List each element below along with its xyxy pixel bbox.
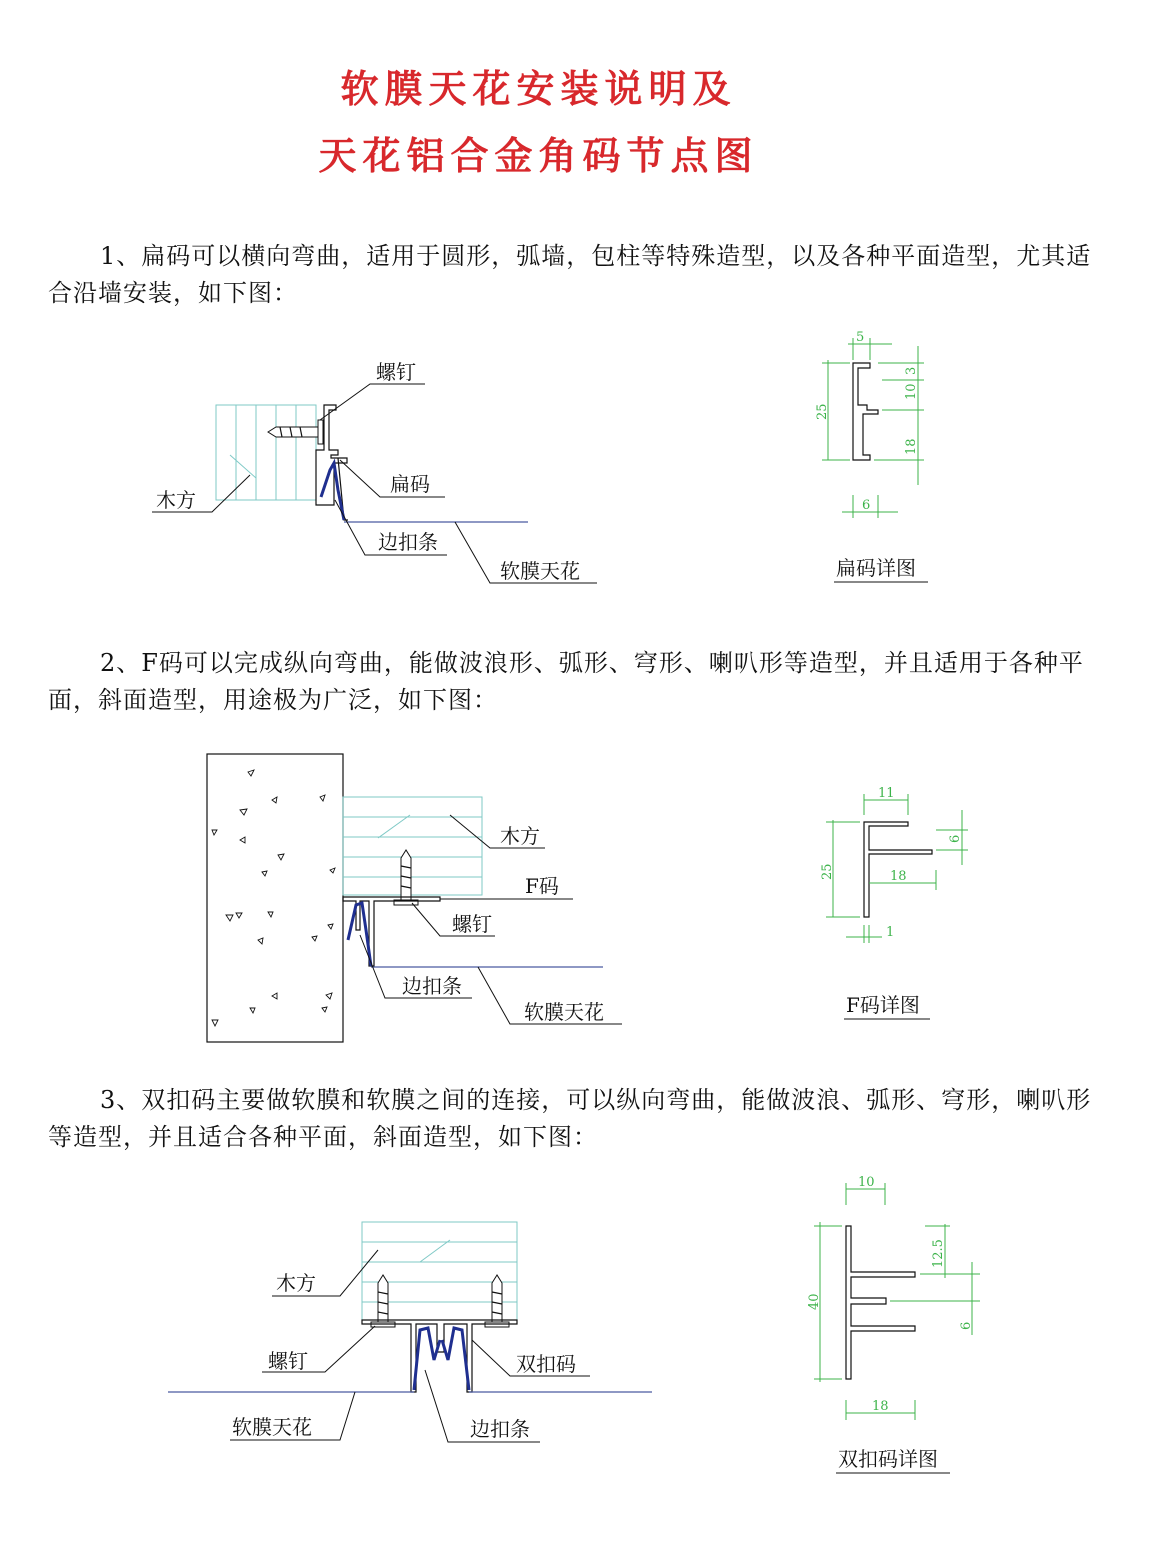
label-edge-strip: 边扣条 [470,1417,530,1441]
label-edge-strip: 边扣条 [402,974,462,998]
dim-height: 25 [815,403,830,420]
dim-11: 11 [878,786,895,801]
dim-18: 18 [904,438,919,455]
label-soft-film: 软膜天花 [524,1000,604,1024]
caption-f-code-detail: F码详图 [846,993,920,1017]
dim-bottom: 6 [862,498,871,513]
dim-3: 3 [904,366,919,375]
caption-double-code-detail: 双扣码详图 [838,1447,938,1471]
dim-10: 10 [904,383,919,400]
section2-description: 2、F码可以完成纵向弯曲，能做波浪形、弧形、穹形、喇叭形等造型，并且适用于各种平面，斜面造型，用途极为广泛，如下图： [48,649,1084,714]
caption-flat-code-detail: 扁码详图 [836,556,916,580]
label-screw: 螺钉 [376,360,416,384]
dim-18: 18 [872,1399,889,1414]
label-edge-strip: 边扣条 [378,530,438,554]
page-title-line2: 天花铝合金角码节点图 [318,133,759,178]
dim-width-top: 5 [856,330,865,345]
label-screw: 螺钉 [268,1349,308,1373]
dim-40: 40 [807,1293,822,1310]
dim-6: 6 [959,1321,974,1330]
page-title-line1: 软膜天花安装说明及 [340,66,737,111]
label-wood: 木方 [500,824,540,848]
label-wood: 木方 [276,1271,316,1295]
dim-25: 25 [820,863,835,880]
dim-6: 6 [948,834,963,843]
dim-1: 1 [886,925,895,940]
label-flat-code: 扁码 [390,472,430,496]
dim-12-5: 12.5 [931,1239,946,1268]
dim-10: 10 [858,1175,875,1190]
label-soft-film: 软膜天花 [232,1415,312,1439]
label-soft-film: 软膜天花 [500,559,580,583]
dim-18: 18 [890,869,907,884]
section3-description: 3、双扣码主要做软膜和软膜之间的连接，可以纵向弯曲，能做波浪、弧形、穹形，喇叭形等造型，并且适合各种平面，斜面造型，如下图： [48,1086,1092,1151]
section1-description: 1、扁码可以横向弯曲，适用于圆形，弧墙，包柱等特殊造型，以及各种平面造型，尤其适合沿墙安装，如下图： [48,242,1092,307]
label-screw: 螺钉 [452,912,492,936]
label-double-code: 双扣码 [516,1352,576,1376]
label-wood: 木方 [156,488,196,512]
label-f-code: F码 [525,874,559,898]
